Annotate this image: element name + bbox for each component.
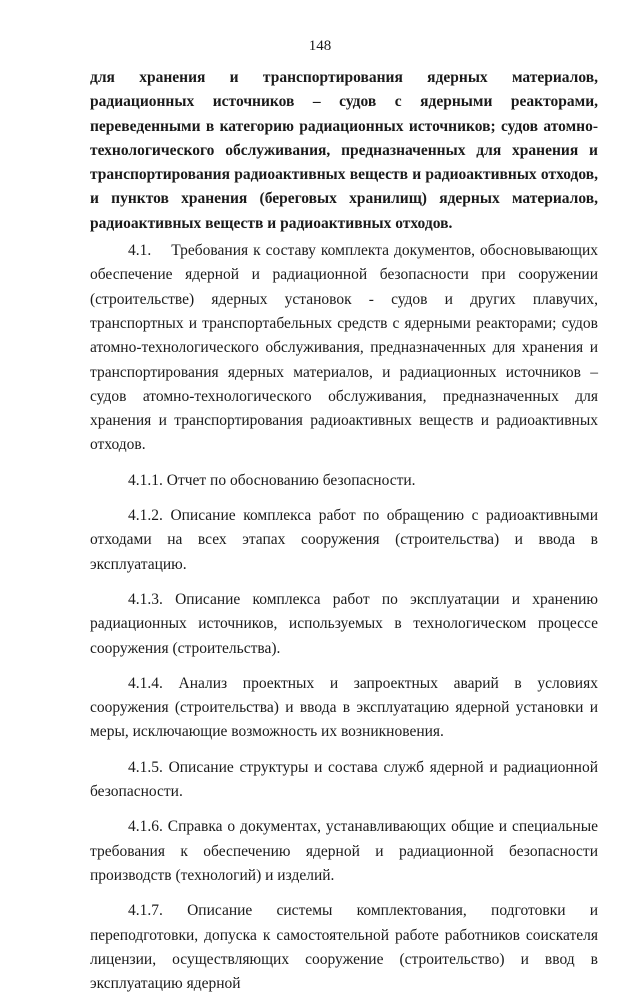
paragraph-text: Отчет по обоснованию безопасности. — [166, 471, 416, 489]
paragraph-number: 4.1.4. — [128, 674, 163, 692]
paragraph-text: Описание структуры и состава служб ядерной и радиационной безопасности. — [90, 758, 598, 801]
paragraph-number: 4.1.1. — [128, 471, 163, 489]
paragraph-text: Справка о документах, устанавливающих общие и специальные требования к обеспечению ядерной и радиационной безопасности производств (технологий) и изделий. — [90, 818, 598, 884]
page-number: 148 — [308, 38, 332, 54]
paragraph-4-1-7 — [90, 899, 598, 996]
paragraph-number: 4.1.2. — [128, 507, 163, 525]
paragraph-number: 4.1. — [128, 242, 152, 260]
paragraph-number: 4.1.6. — [128, 818, 163, 836]
section-heading: для хранения и транспортирования ядерных материалов, радиационных источников – судов с ядерными реакторами, переведенными в категорию радиационных источников; судов атомно-технологического обслуживания, предназначенных для хранения и транспортирования радиоактивных веществ и радиоактивных отходов, и пунктов хранения (береговых хранилищ) ядерных материалов, радиоактивных веществ и радиоактивных отходов. — [90, 69, 598, 232]
paragraph-text: Описание комплекса работ по эксплуатации и хранению радиационных источников, используемых в технологическом процессе сооружения (строительства). — [90, 590, 599, 657]
paragraph-text: Описание комплекса работ по обращению с радиоактивными отходами на всех этапах сооружения (строительства) и ввода в эксплуатацию. — [90, 507, 598, 573]
paragraph-number: 4.1.5. — [128, 758, 163, 776]
paragraph-4-1-3 — [90, 588, 598, 661]
paragraph-number: 4.1.7. — [128, 902, 163, 920]
paragraph-number: 4.1.3. — [128, 590, 163, 608]
paragraph-4-1-1 — [90, 469, 598, 493]
paragraph-4-1-4 — [90, 672, 598, 745]
paragraph-4-1-6 — [90, 815, 598, 888]
paragraph-4-1-2 — [90, 504, 598, 577]
document-body — [90, 66, 598, 996]
paragraph-4-1-5 — [90, 756, 598, 805]
paragraph-text: Требования к составу комплекта документов, обосновывающих обеспечение ядерной и радиационной безопасности при сооружении (строительстве) ядерных установок - судов и других плавучих, транспортных и транспортабельных средств с ядерными реакторами; судов атомно-технологического обслуживания, предназначенных для хранения и транспортирования ядерных материалов, и радиационных источников – судов атомно-технологического обслуживания, предназначенных для хранения и транспортирования радиоактивных веществ и радиоактивных отходов. — [90, 242, 598, 454]
paragraph-text: Анализ проектных и запроектных аварий в условиях сооружения (строительства) и ввода в эксплуатацию ядерной установки и меры, исключающие возможность их возникновения. — [90, 674, 598, 741]
paragraph-text: Описание системы комплектования, подготовки и переподготовки, допуска к самостоятельной работе работников соискателя лицензии, осуществляющих сооружение (строительство) и ввод в эксплуатацию ядерной — [90, 902, 598, 993]
paragraph-4-1 — [90, 239, 598, 458]
